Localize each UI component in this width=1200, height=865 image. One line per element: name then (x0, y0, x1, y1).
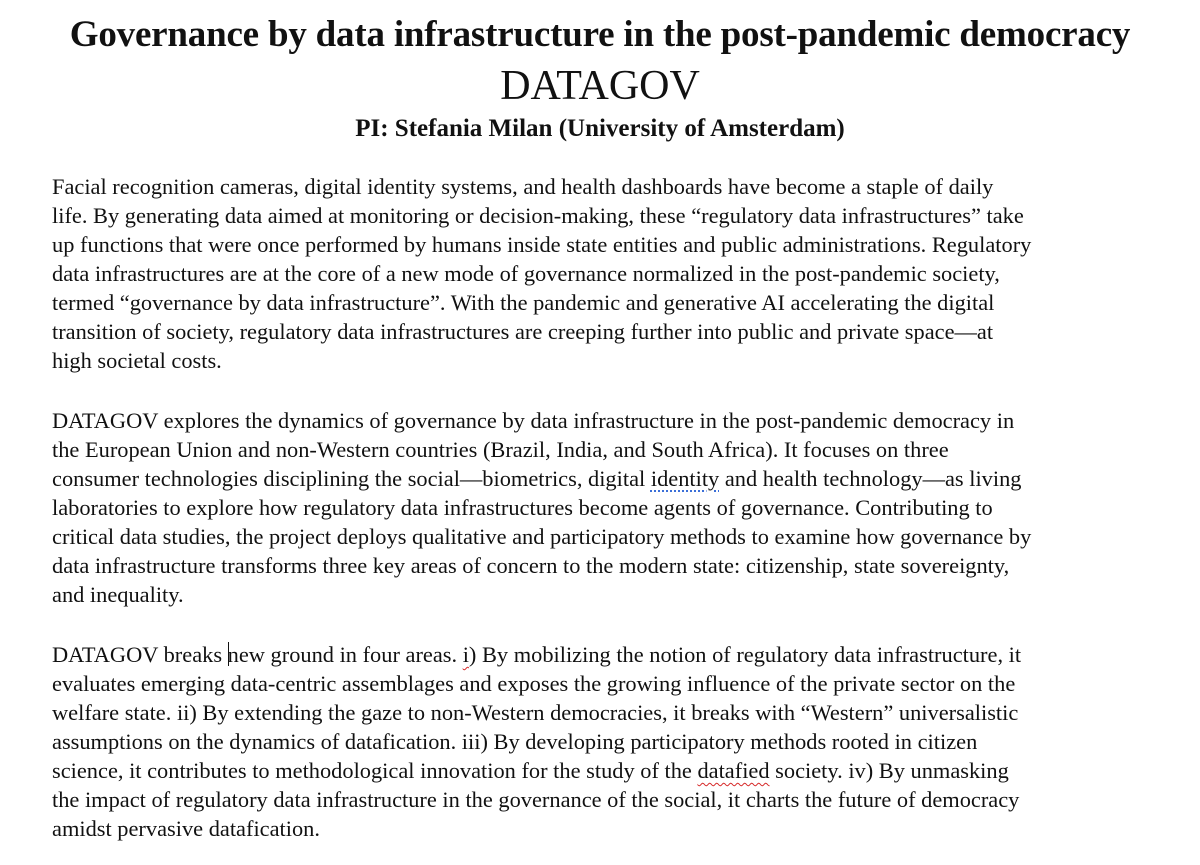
text-segment: science, it contributes to methodological innovation for the study of the (52, 758, 698, 783)
text-line (52, 640, 1148, 669)
text-segment: consumer technologies disciplining the social—biometrics, digital (52, 466, 651, 491)
text-line (52, 464, 1148, 493)
text-line: evaluates emerging data-centric assemblages and exposes the growing influence of the private sector on the (52, 671, 1016, 696)
text-line: DATAGOV explores the dynamics of governance by data infrastructure in the post-pandemic democracy in (52, 408, 1015, 433)
text-segment: ) By mobilizing the notion of regulatory data infrastructure, it (468, 642, 1022, 667)
paragraph-2[interactable] (52, 406, 1148, 609)
project-acronym: DATAGOV (500, 63, 700, 109)
text-segment: society. iv) By unmasking (769, 758, 1009, 783)
spelling-error-underline[interactable]: datafied (697, 758, 770, 783)
text-segment: DATAGOV breaks (52, 642, 228, 667)
text-segment: new ground in four areas. (227, 642, 463, 667)
text-line: data infrastructures are at the core of a new mode of governance normalized in the post-pandemic society, (52, 261, 1000, 286)
grammar-suggestion-underline[interactable]: identity (650, 466, 720, 491)
text-line: amidst pervasive datafication. (52, 816, 320, 841)
text-line: data infrastructure transforms three key areas of concern to the modern state: citizenship, state sovereignty, (52, 553, 1010, 578)
text-line: and inequality. (52, 582, 184, 607)
text-line: Facial recognition cameras, digital identity systems, and health dashboards have become a staple of daily (52, 174, 994, 199)
text-line: the European Union and non-Western countries (Brazil, India, and South Africa). It focuses on three (52, 437, 949, 462)
text-line: termed “governance by data infrastructure”. With the pandemic and generative AI accelerating the digital (52, 290, 995, 315)
text-line: assumptions on the dynamics of datafication. iii) By developing participatory methods rooted in citizen (52, 729, 978, 754)
text-line: high societal costs. (52, 348, 222, 373)
paragraph-1[interactable] (52, 172, 1148, 375)
text-line: laboratories to explore how regulatory data infrastructures become agents of governance. Contributing to (52, 495, 993, 520)
text-line: life. By generating data aimed at monitoring or decision-making, these “regulatory data infrastructures” take (52, 203, 1024, 228)
text-line: welfare state. ii) By extending the gaze to non-Western democracies, it breaks with “Western” universalistic (52, 700, 1019, 725)
text-line (52, 756, 1148, 785)
text-line: critical data studies, the project deploys qualitative and participatory methods to examine how governance by (52, 524, 1032, 549)
text-line: the impact of regulatory data infrastructure in the governance of the social, it charts the future of democracy (52, 787, 1020, 812)
spelling-error-underline[interactable]: i (462, 642, 469, 667)
principal-investigator: PI: Stefania Milan (University of Amsterdam) (355, 115, 845, 142)
text-segment: and health technology—as living (719, 466, 1022, 491)
paragraph-3[interactable] (52, 640, 1148, 843)
text-line: up functions that were once performed by humans inside state entities and public administrations. Regulatory (52, 232, 1032, 257)
document-title: Governance by data infrastructure in the post-pandemic democracy (69, 14, 1131, 55)
text-line: transition of society, regulatory data infrastructures are creeping further into public and private space—at (52, 319, 994, 344)
